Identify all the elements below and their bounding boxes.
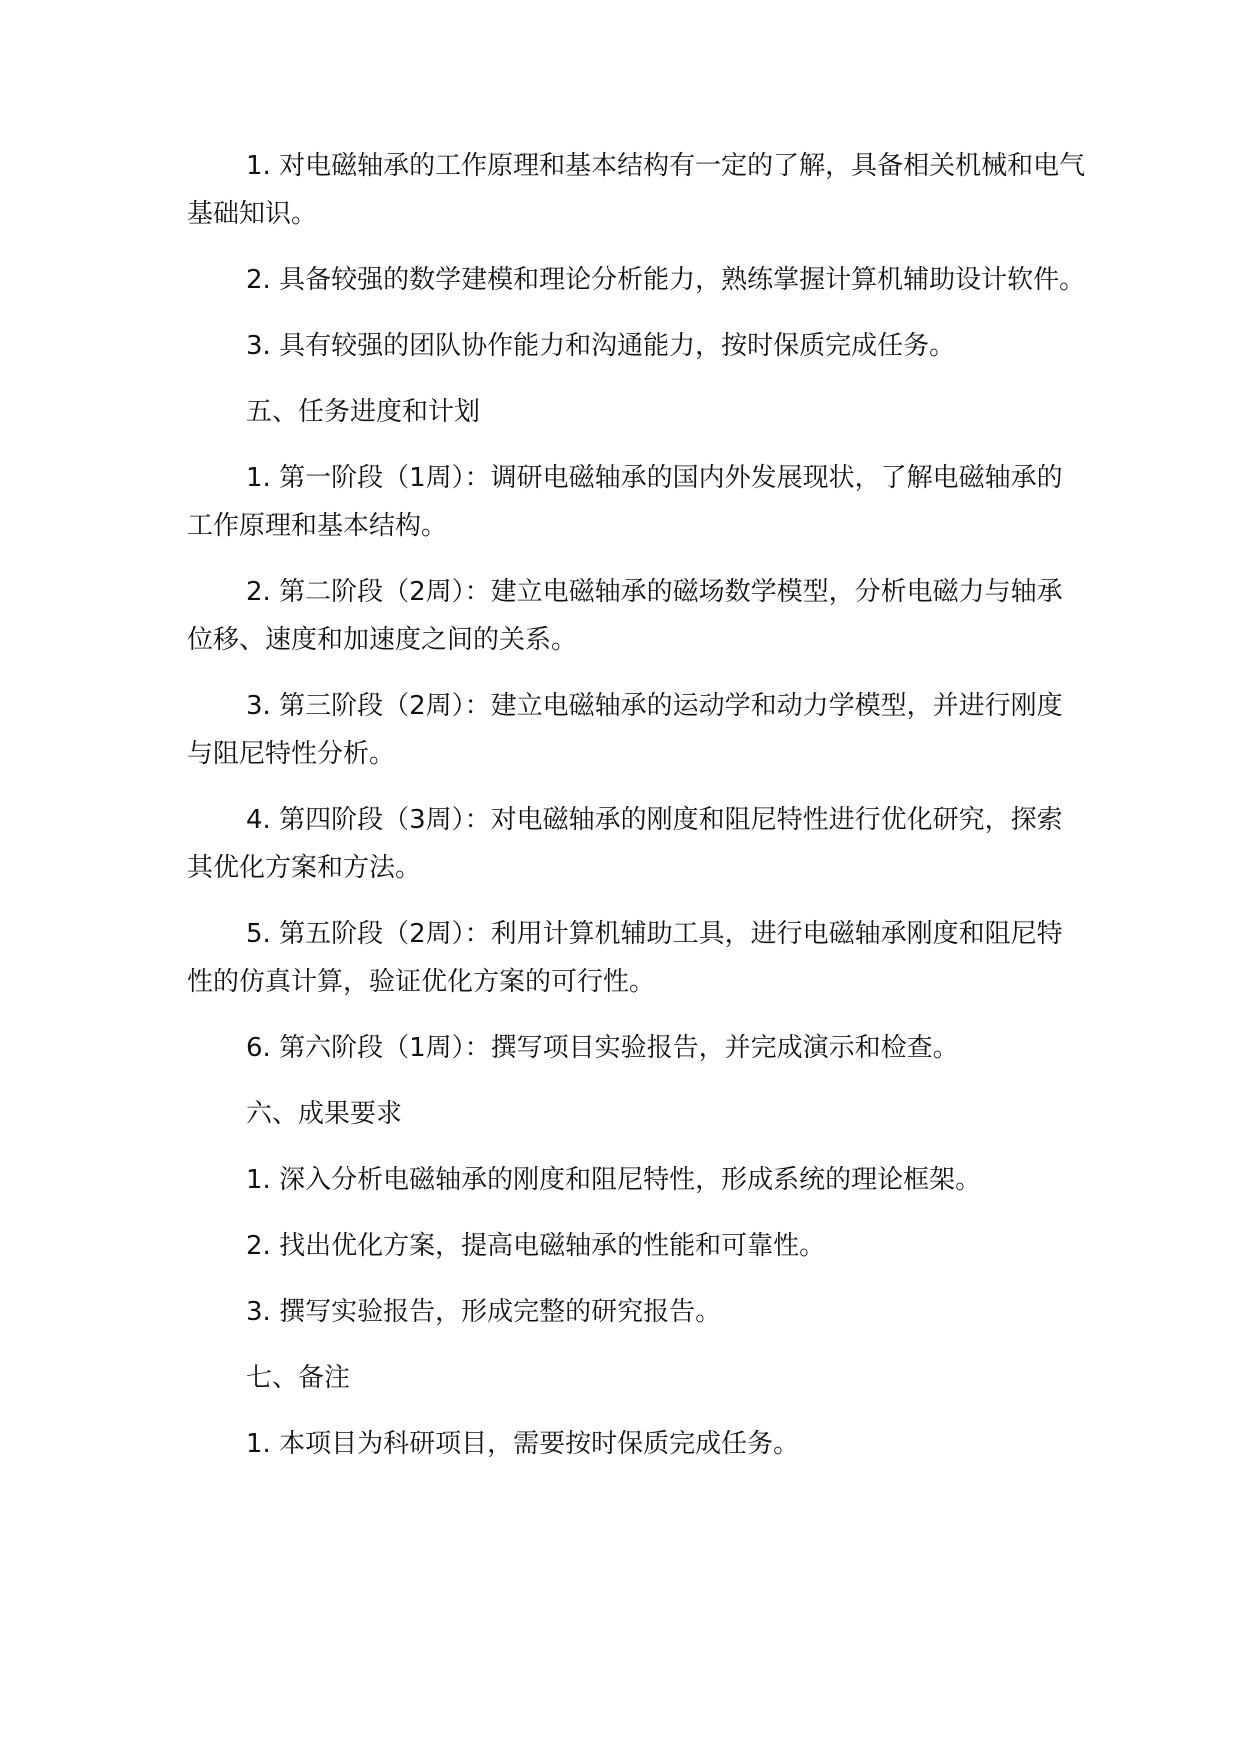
result-item-2: 2. 找出优化方案，提高电磁轴承的性能和可靠性。 [246, 1231, 826, 1261]
result-item-1: 1. 深入分析电磁轴承的刚度和阻尼特性，形成系统的理论框架。 [246, 1165, 982, 1195]
requirement-item-2: 2. 具备较强的数学建模和理论分析能力，熟练掌握计算机辅助设计软件。 [246, 265, 1086, 295]
schedule-item-3: 3. 第三阶段（2周）：建立电磁轴承的运动学和动力学模型，并进行刚度与阻尼特性分析。 [187, 691, 1063, 769]
schedule-item-2: 2. 第二阶段（2周）：建立电磁轴承的磁场数学模型，分析电磁力与轴承位移、速度和加速度之间的关系。 [187, 577, 1063, 655]
result-item-3: 3. 撰写实验报告，形成完整的研究报告。 [246, 1297, 722, 1327]
schedule-item-6: 6. 第六阶段（1周）：撰写项目实验报告，并完成演示和检查。 [246, 1033, 959, 1063]
requirement-item-3: 3. 具有较强的团队协作能力和沟通能力，按时保质完成任务。 [246, 331, 956, 361]
section-heading-schedule: 五、任务进度和计划 [246, 397, 481, 427]
schedule-item-4: 4. 第四阶段（3周）：对电磁轴承的刚度和阻尼特性进行优化研究，探索其优化方案和方法。 [187, 805, 1063, 883]
schedule-item-1: 1. 第一阶段（1周）：调研电磁轴承的国内外发展现状，了解电磁轴承的工作原理和基本结构。 [187, 463, 1063, 541]
section-heading-results: 六、成果要求 [246, 1099, 403, 1129]
section-heading-notes: 七、备注 [246, 1363, 351, 1393]
document-body [187, 142, 1087, 1486]
requirement-item-1: 1. 对电磁轴承的工作原理和基本结构有一定的了解，具备相关机械和电气基础知识。 [187, 151, 1086, 229]
schedule-item-5: 5. 第五阶段（2周）：利用计算机辅助工具，进行电磁轴承刚度和阻尼特性的仿真计算，验证优化方案的可行性。 [187, 919, 1063, 997]
note-item-1: 1. 本项目为科研项目，需要按时保质完成任务。 [246, 1429, 800, 1459]
